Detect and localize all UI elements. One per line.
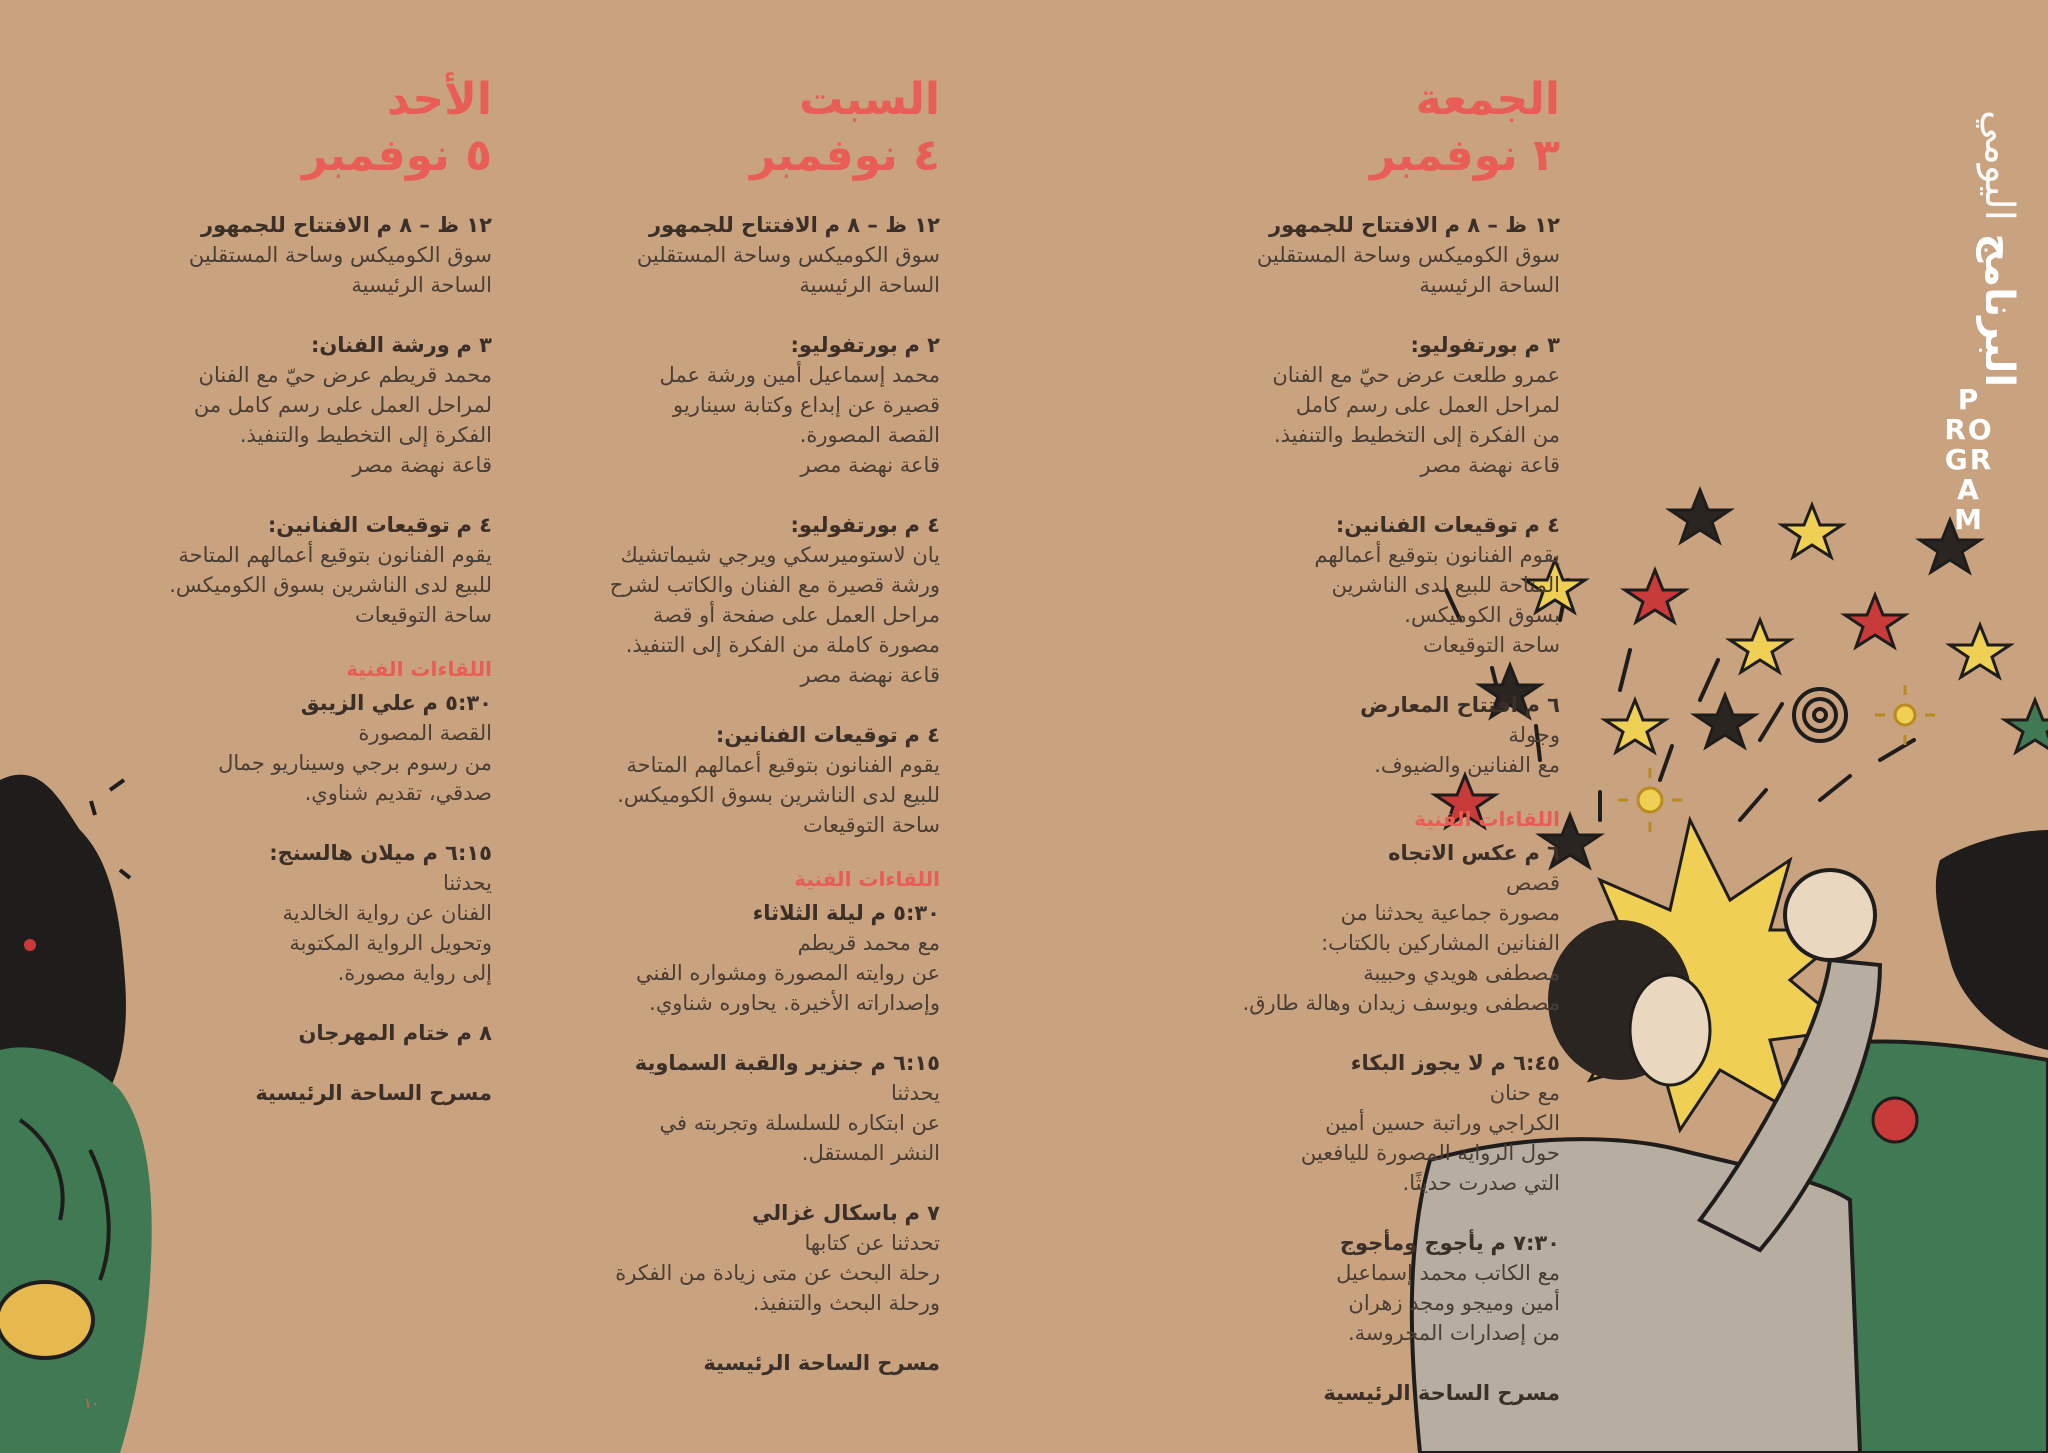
item-line: قاعة نهضة مصر [800,453,940,477]
item-title: بورتفوليو: [790,333,898,357]
item-line: بسوق الكوميكس. [1404,603,1560,627]
schedule-item [52,330,492,480]
item-time: ٤ م [904,513,940,537]
item-line: صدقي، تقديم شناوي. [304,781,492,805]
item-line: للبيع لدى الناشرين بسوق الكوميكس. [617,783,940,807]
schedule-item [1120,838,1560,1018]
day-column-sunday [52,72,492,1108]
item-line: يقوم الفنانون بتوقيع أعمالهم المتاحة [178,543,492,567]
item-first-line [52,510,492,540]
item-line: مراحل العمل على صفحة أو قصة [652,603,940,627]
schedule-item [500,510,940,690]
day-name: الجمعة [1415,74,1560,125]
item-line: الساحة الرئيسية [351,273,492,297]
item-title: ميلان هالسنج: [269,841,416,865]
item-time: ٤ م [1524,513,1560,537]
latin-line: M [1954,503,1984,536]
item-line: قاعة نهضة مصر [800,663,940,687]
title-bold-word: البرنامج [1976,233,2022,388]
item-line: أمين وميجو ومجد زهران [1348,1291,1560,1315]
latin-line: RO [1944,413,1994,446]
item-line: محمد قريطم عرض حيّ مع الفنان [198,363,492,387]
item-time: ٤ م [904,723,940,747]
item-title: ليلة الثلاثاء [752,901,864,925]
item-line: عن ابتكاره للسلسلة وتجربته في [659,1111,940,1135]
item-time: ١٢ ظ – ٨ م [376,213,492,237]
schedule-item [1120,510,1560,660]
item-first-line [52,1018,492,1048]
schedule-item [1120,1228,1560,1348]
item-time: ٥:٣٠ م [870,901,940,925]
item-line: سوق الكوميكس وساحة المستقلين [188,243,492,267]
day-name: الأحد [387,74,492,125]
item-line: الكراجي وراتبة حسين أمين [1325,1111,1560,1135]
item-line: يان لاستوميرسكي ويرجي شيماتشيك [620,543,940,567]
item-time: ٣ م [456,333,492,357]
item-line: قصيرة عن إبداع وكتابة سيناريو [673,393,940,417]
item-time: ٦ م [1524,841,1560,865]
item-title: توقيعات الفنانين: [1335,513,1518,537]
item-first-line [1120,1228,1560,1258]
item-line: يقوم الفنانون بتوقيع أعمالهم المتاحة [626,753,940,777]
item-line: مع الكاتب محمد إسماعيل [1336,1261,1560,1285]
schedule-item [52,210,492,300]
item-line: الفنان عن رواية الخالدية [282,901,492,925]
item-line: مصطفى ويوسف زيدان وهالة طارق. [1242,991,1560,1015]
item-title: ختام المهرجان [298,1021,450,1045]
item-time: ٦:١٥ م [870,1051,940,1075]
item-line: ورشة قصيرة مع الفنان والكاتب لشرح [609,573,940,597]
item-line: التي صدرت حديثًا. [1402,1171,1560,1195]
item-first-line [52,688,492,718]
schedule-item [52,838,492,988]
day-date: ٤ نوفمبر [750,130,940,181]
latin-line: GR [1944,443,1994,476]
schedule-item [1120,210,1560,300]
item-line: لمراحل العمل على رسم كامل من [193,393,492,417]
item-line: مصطفى هويدي وحبيبة [1363,961,1560,985]
item-time: ١٢ ظ – ٨ م [824,213,940,237]
item-line: من إصدارات المحروسة. [1347,1321,1560,1345]
item-title: ورشة الفنان: [310,333,450,357]
item-line: سوق الكوميكس وساحة المستقلين [636,243,940,267]
item-first-line [500,1048,940,1078]
program-title-arabic [1972,110,2026,387]
item-first-line [500,1198,940,1228]
item-line: مصورة كاملة من الفكرة إلى التنفيذ. [625,633,940,657]
item-line: الفنانين المشاركين بالكتاب: [1321,931,1560,955]
item-line: القصة المصورة. [799,423,940,447]
item-line: من رسوم برجي وسيناريو جمال [218,751,492,775]
latin-line: A [1957,473,1981,506]
schedule-item [500,898,940,1018]
day-column-friday [1120,72,1560,1408]
item-line: سوق الكوميكس وساحة المستقلين [1256,243,1560,267]
page-number: ١٠ [84,1396,100,1412]
item-line: عن روايته المصورة ومشواره الفني [636,961,940,985]
item-first-line [1120,330,1560,360]
item-line: وجولة [1508,723,1560,747]
item-line: رحلة البحث عن متى زيادة من الفكرة [615,1261,940,1285]
item-time: ٢ م [904,333,940,357]
item-line: يحدثنا [442,871,492,895]
item-first-line [500,510,940,540]
day-date: ٥ نوفمبر [302,130,492,181]
item-line: مع حنان [1489,1081,1560,1105]
schedule-item [52,688,492,808]
item-title: الافتتاح للجمهور [649,213,818,237]
closing-venue: مسرح الساحة الرئيسية [255,1081,492,1105]
item-line: القصة المصورة [358,721,492,745]
item-line: الساحة الرئيسية [799,273,940,297]
section-heading-artist-talks: اللقاءات الفنية [794,867,940,891]
item-title: علي الزيبق [300,691,416,715]
item-first-line [1120,690,1560,720]
item-title: بورتفوليو: [1410,333,1518,357]
item-line: ورحلة البحث والتنفيذ. [752,1291,940,1315]
item-line: من الفكرة إلى التخطيط والتنفيذ. [1273,423,1560,447]
item-time: ٤ م [456,513,492,537]
item-time: ٧ م [904,1201,940,1225]
item-line: يحدثنا [890,1081,940,1105]
item-title: يأجوج ومأجوج [1339,1231,1484,1255]
item-title: لا يجوز البكاء [1350,1051,1484,1075]
item-first-line [1120,838,1560,868]
item-title: باسكال غزالي [751,1201,898,1225]
schedule-item [1120,330,1560,480]
item-title: بورتفوليو: [790,513,898,537]
schedule-item [500,210,940,300]
item-time: ٨ م [456,1021,492,1045]
item-time: ٦ م [1524,693,1560,717]
item-title: توقيعات الفنانين: [267,513,450,537]
item-time: ٧:٣٠ م [1490,1231,1560,1255]
item-line: مصورة جماعية يحدثنا من [1340,901,1560,925]
item-line: الفكرة إلى التخطيط والتنفيذ. [239,423,492,447]
schedule-item [500,720,940,840]
item-line: حول الرواية المصورة لليافعين [1300,1141,1560,1165]
item-line: النشر المستقل. [801,1141,940,1165]
item-line: الساحة الرئيسية [1419,273,1560,297]
item-line: يقوم الفنانون بتوقيع أعمالهم [1314,543,1560,567]
item-title: الافتتاح للجمهور [1269,213,1438,237]
item-line: مع الفنانين والضيوف. [1374,753,1560,777]
item-line: المتاحة للبيع لدى الناشرين [1331,573,1560,597]
side-title [1924,110,2034,560]
item-line: ساحة التوقيعات [802,813,940,837]
item-first-line [1120,210,1560,240]
schedule-item [500,1198,940,1318]
item-first-line [500,210,940,240]
item-line: وإصداراته الأخيرة. يحاوره شناوي. [649,991,940,1015]
day-date: ٣ نوفمبر [1370,130,1560,181]
item-time: ٣ م [1524,333,1560,357]
item-line: ساحة التوقيعات [354,603,492,627]
item-first-line [52,838,492,868]
closing-venue: مسرح الساحة الرئيسية [1323,1381,1560,1405]
item-time: ٦:٤٥ م [1490,1051,1560,1075]
schedule-item [1120,1048,1560,1198]
item-line: عمرو طلعت عرض حيّ مع الفنان [1272,363,1560,387]
item-time: ٥:٣٠ م [422,691,492,715]
day-column-saturday [500,72,940,1378]
item-line: قاعة نهضة مصر [352,453,492,477]
item-line: تحدثنا عن كتابها [804,1231,940,1255]
item-first-line [1120,510,1560,540]
item-title: الافتتاح للجمهور [201,213,370,237]
item-time: ٦:١٥ م [422,841,492,865]
item-line: قصص [1506,871,1560,895]
item-first-line [500,720,940,750]
item-line: قاعة نهضة مصر [1420,453,1560,477]
latin-line: P [1957,383,1981,416]
schedule-item [1120,690,1560,780]
item-title: جنزير والقبة السماوية [634,1051,864,1075]
item-first-line [500,330,940,360]
item-line: ساحة التوقيعات [1422,633,1560,657]
item-line: لمراحل العمل على رسم كامل [1295,393,1560,417]
item-first-line [1120,1048,1560,1078]
schedule-item [500,1048,940,1168]
item-first-line [52,210,492,240]
schedule-item [500,330,940,480]
day-name: السبت [799,74,940,125]
item-title: توقيعات الفنانين: [715,723,898,747]
closing-venue: مسرح الساحة الرئيسية [703,1351,940,1375]
item-line: للبيع لدى الناشرين بسوق الكوميكس. [169,573,492,597]
schedule-item [52,510,492,630]
item-line: محمد إسماعيل أمين ورشة عمل [659,363,940,387]
schedule-item [52,1018,492,1048]
section-heading-artist-talks: اللقاءات الفنية [1414,807,1560,831]
item-line: إلى رواية مصورة. [337,961,492,985]
item-title: عكس الاتجاه [1388,841,1518,865]
item-first-line [500,898,940,928]
title-light-word: اليومي [1976,110,2022,221]
item-line: مع محمد قريطم [797,931,940,955]
item-first-line [52,330,492,360]
section-heading-artist-talks: اللقاءات الفنية [346,657,492,681]
item-time: ١٢ ظ – ٨ م [1444,213,1560,237]
item-title: افتتاح المعارض [1360,693,1518,717]
program-title-latin [1924,385,2014,535]
item-line: وتحويل الرواية المكتوبة [289,931,492,955]
